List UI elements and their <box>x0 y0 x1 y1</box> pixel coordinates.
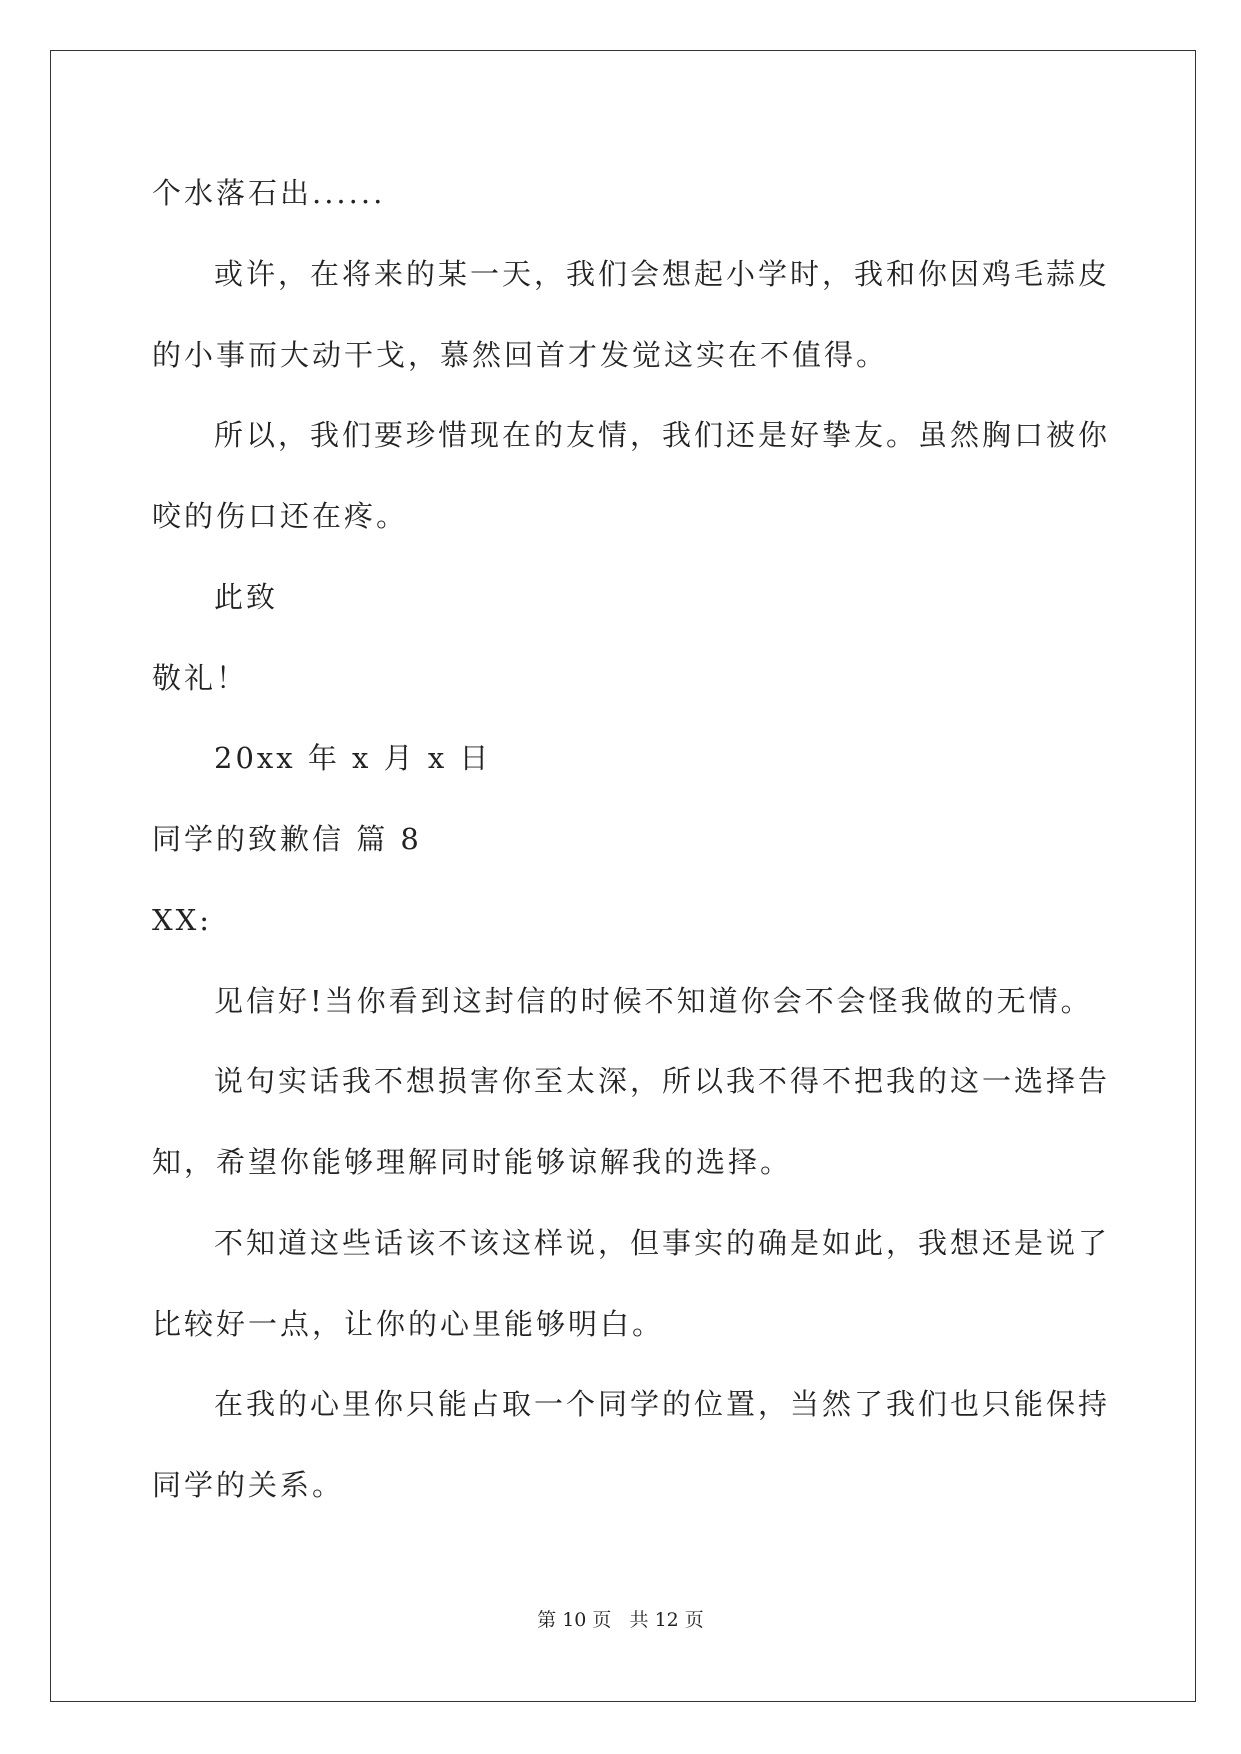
section-title: 同学的致歉信 篇 8 <box>152 822 422 856</box>
closing-regards: 敬礼！ <box>152 661 249 695</box>
page-border <box>50 50 1196 1702</box>
closing-salutation: 此致 <box>214 580 279 614</box>
text-line: 在我的心里你只能占取一个同学的位置，当然了我们也只能保持 <box>214 1387 1111 1421</box>
text-line: 或许，在将来的某一天，我们会想起小学时，我和你因鸡毛蒜皮 <box>214 257 1111 291</box>
text-line: 同学的关系。 <box>152 1468 345 1502</box>
text-line: 比较好一点，让你的心里能够明白。 <box>152 1307 665 1341</box>
text-line: 知，希望你能够理解同时能够谅解我的选择。 <box>152 1145 793 1179</box>
text-line: 不知道这些话该不该这样说，但事实的确是如此，我想还是说了 <box>214 1226 1111 1260</box>
text-line: 咬的伤口还在疼。 <box>152 499 409 533</box>
text-line: 所以，我们要珍惜现在的友情，我们还是好挚友。虽然胸口被你 <box>214 418 1111 452</box>
text-line: 说句实话我不想损害你至太深，所以我不得不把我的这一选择告 <box>214 1064 1111 1098</box>
recipient: XX: <box>152 903 213 937</box>
page-number-footer: 第 10 页 共 12 页 <box>537 1609 704 1631</box>
letter-date: 20xx 年 x 月 x 日 <box>214 741 492 775</box>
text-line: 的小事而大动干戈，慕然回首才发觉这实在不值得。 <box>152 338 889 372</box>
text-line: 见信好!当你看到这封信的时候不知道你会不会怪我做的无情。 <box>214 984 1093 1018</box>
text-line: 个水落石出...... <box>152 176 386 210</box>
